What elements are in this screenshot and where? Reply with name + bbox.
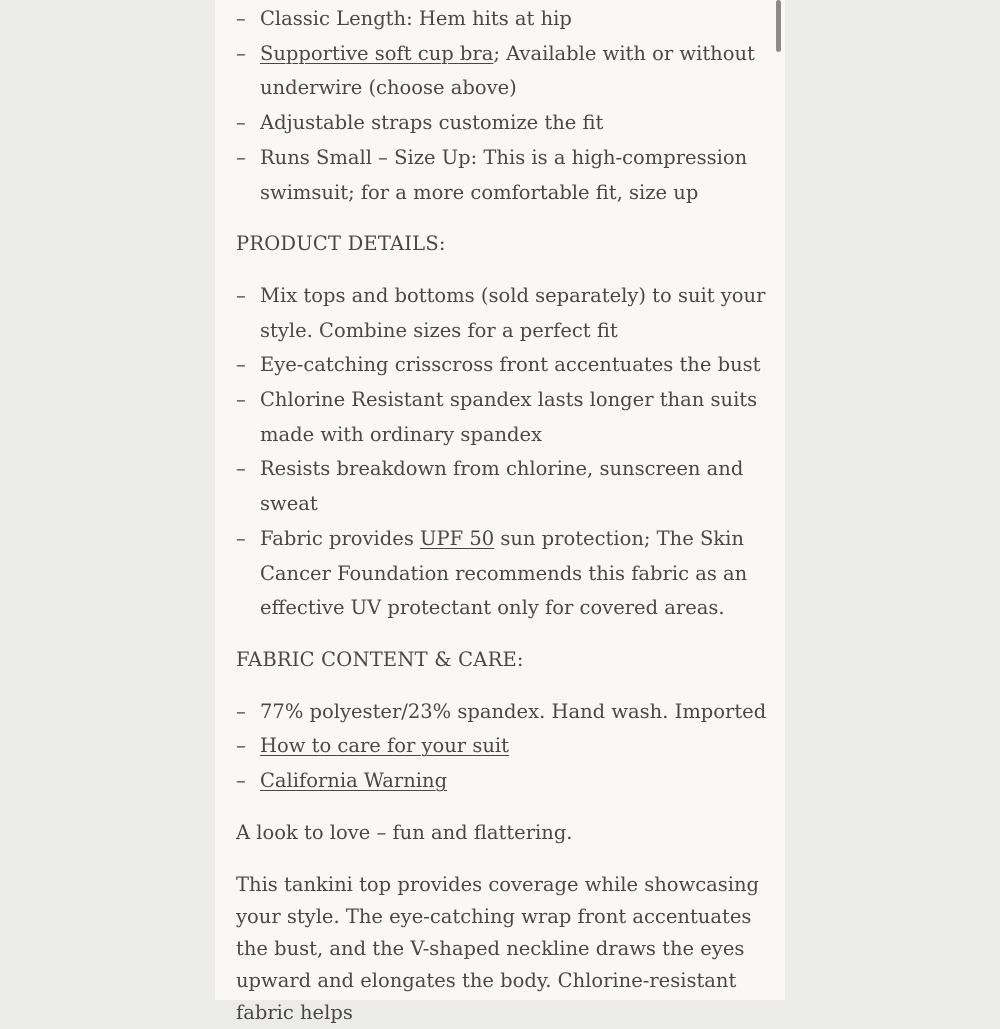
product-details-heading: PRODUCT DETAILS:	[236, 232, 446, 256]
list-item-text: Chlorine Resistant spandex lasts longer than suits made with ordinary spandex	[260, 388, 758, 446]
bullet-dash: –	[236, 526, 246, 550]
list-item-text: Adjustable straps customize the fit	[260, 111, 604, 135]
bullet-dash: –	[236, 145, 246, 169]
list-item	[236, 729, 776, 764]
list-item-text: Runs Small – Size Up: This is a high-compression swimsuit; for a more comfortable fit, size up	[260, 145, 748, 204]
care-instructions-link[interactable]: How to care for your suit	[260, 734, 509, 758]
scrollbar-thumb[interactable]	[776, 0, 781, 52]
bullet-dash: –	[236, 7, 246, 30]
bullet-dash: –	[236, 734, 246, 758]
list-item	[236, 37, 776, 106]
list-item-text: Mix tops and bottoms (sold separately) to suit your style. Combine sizes for a perfect fit	[260, 283, 766, 342]
bullet-dash: –	[236, 41, 246, 65]
tagline: A look to love – fun and flattering.	[236, 820, 573, 844]
supportive-soft-cup-bra-link[interactable]: Supportive soft cup bra	[260, 41, 494, 65]
upf-50-link[interactable]: UPF 50	[420, 526, 495, 550]
product-description-panel	[215, 0, 785, 1025]
bullet-dash: –	[236, 769, 246, 793]
list-item-text: 77% polyester/23% spandex. Hand wash. Imported	[260, 699, 767, 723]
bullet-dash: –	[236, 283, 246, 307]
list-item	[236, 383, 776, 452]
fabric-care-heading: FABRIC CONTENT & CARE:	[236, 647, 524, 671]
list-item	[236, 348, 776, 383]
list-item-text: ; Available with or without underwire (choose above)	[260, 41, 755, 100]
list-item	[236, 522, 776, 626]
product-details-list	[236, 279, 776, 626]
list-item	[236, 141, 776, 210]
list-item	[236, 106, 776, 141]
list-item-text: Fabric provides	[260, 526, 421, 550]
product-description-content	[236, 0, 776, 1029]
bullet-dash: –	[236, 699, 246, 723]
list-item-text: sun protection; The Skin Cancer Foundation recommends this fabric as an effective UV protectant only for covered areas.	[260, 526, 748, 620]
california-warning-link[interactable]: California Warning	[260, 769, 448, 793]
list-item-text: Resists breakdown from chlorine, sunscreen and sweat	[260, 457, 744, 516]
bullet-dash: –	[236, 353, 246, 377]
fit-features-list	[236, 2, 776, 210]
list-item-text: Eye-catching crisscross front accentuates the bust	[260, 353, 761, 377]
list-item	[236, 695, 776, 730]
list-item	[236, 452, 776, 521]
list-item-text: Classic Length: Hem hits at hip	[260, 7, 572, 30]
bullet-dash: –	[236, 111, 246, 135]
list-item	[236, 764, 776, 799]
bullet-dash: –	[236, 457, 246, 481]
bullet-dash: –	[236, 388, 246, 412]
product-description-paragraph: This tankini top provides coverage while showcasing your style. The eye-catching wrap front accentuates the bust, and the V-shaped neckline draws the eyes upward and elongates the body. Chlorine-resistant fabric helps	[236, 873, 760, 1025]
fabric-care-list	[236, 695, 776, 799]
list-item	[236, 279, 776, 348]
list-item	[236, 2, 776, 37]
